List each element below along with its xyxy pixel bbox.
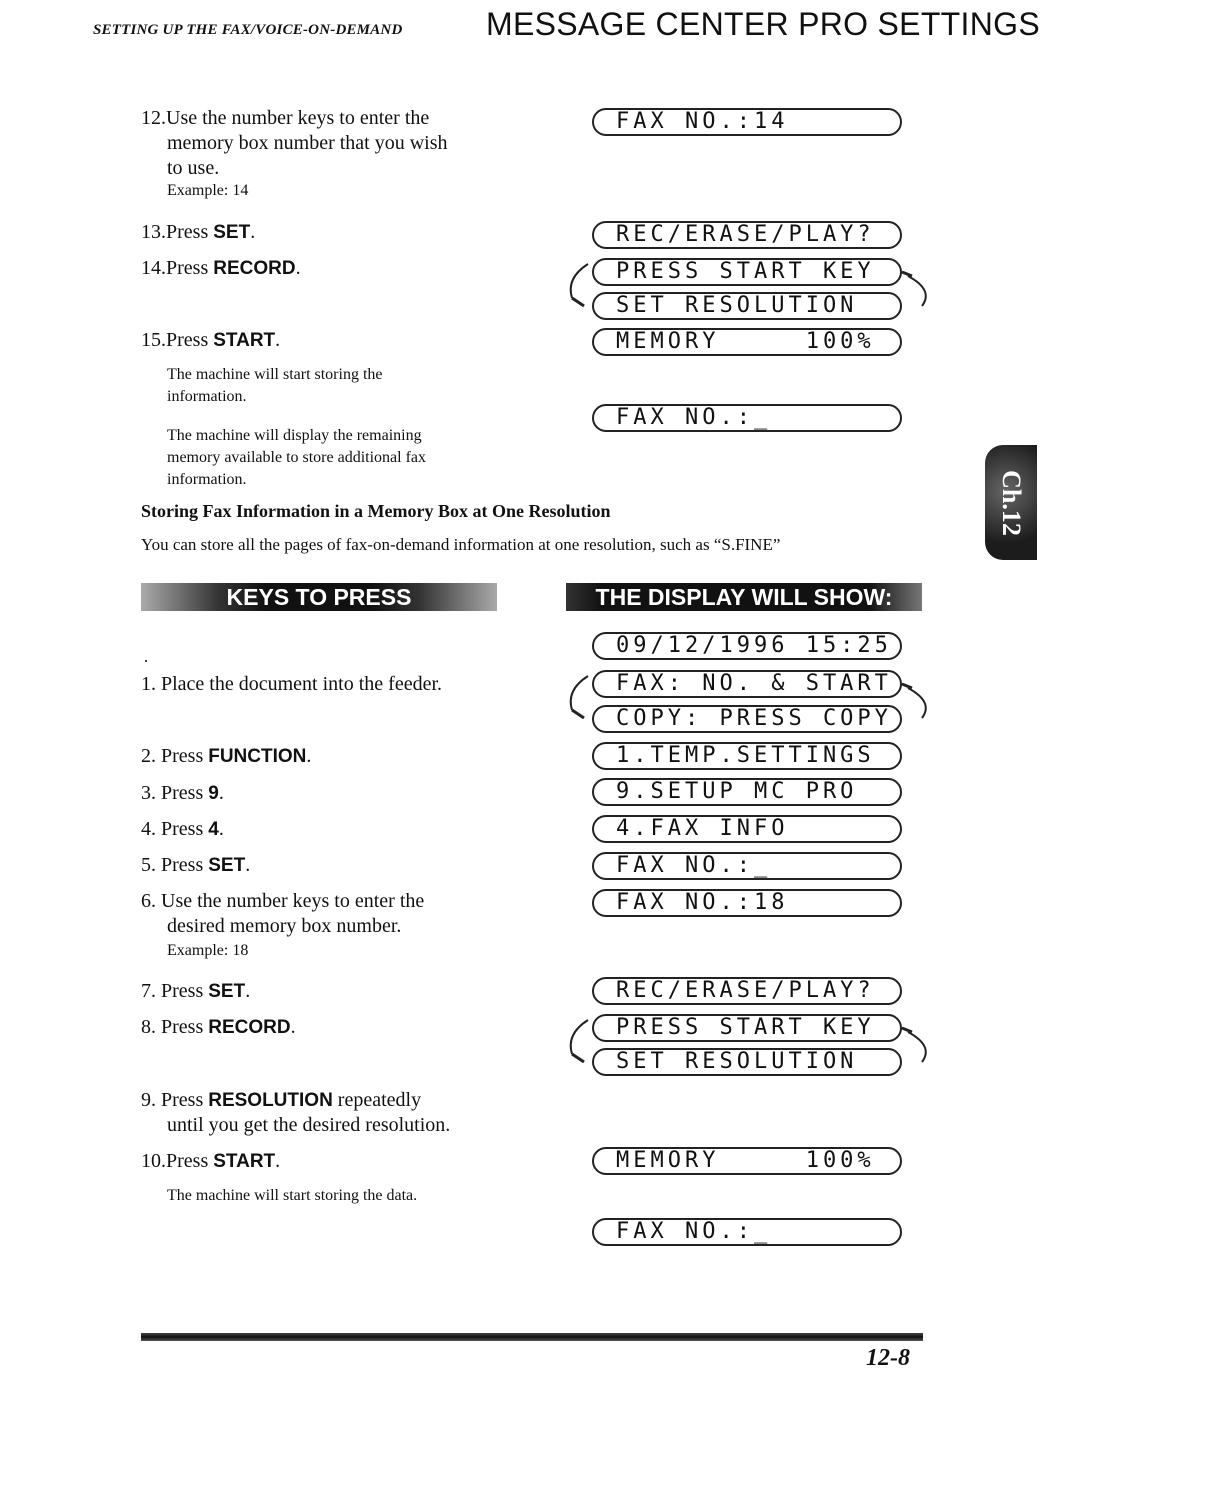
- step-text: Place the document into the feeder.: [161, 673, 443, 695]
- step-number: 4.: [141, 818, 156, 840]
- lcd-display: 4.FAX INFO: [592, 815, 902, 843]
- step-example: Example: 14: [167, 182, 249, 199]
- step-15: [141, 328, 280, 353]
- step-number: 14.: [141, 257, 166, 279]
- key-name: RECORD: [213, 258, 296, 279]
- key-name: START: [213, 1151, 276, 1172]
- lcd-display: FAX NO.:_: [592, 404, 902, 432]
- footer-rule: [141, 1333, 923, 1341]
- display-will-show-bar: THE DISPLAY WILL SHOW:: [566, 583, 922, 611]
- step-punct: .: [275, 329, 281, 351]
- step-number: 1.: [141, 673, 156, 695]
- step-5: [141, 853, 250, 878]
- key-name: SET: [208, 981, 246, 1002]
- key-name: SET: [208, 855, 246, 876]
- step-text: Press: [161, 1016, 209, 1038]
- step-7: [141, 979, 250, 1004]
- lcd-display: 9.SETUP MC PRO: [592, 778, 902, 806]
- step-text: Press: [161, 745, 209, 767]
- note-line: memory available to store additional fax: [167, 449, 427, 466]
- step-number: 5.: [141, 854, 156, 876]
- step-text: Press: [161, 980, 209, 1002]
- step-9: [141, 1088, 450, 1138]
- step-13: [141, 220, 255, 245]
- step-number: 8.: [141, 1016, 156, 1038]
- page-number: 12-8: [866, 1345, 910, 1371]
- lcd-display: PRESS START KEY: [592, 258, 902, 286]
- key-name: RECORD: [208, 1017, 291, 1038]
- step-number: 3.: [141, 782, 156, 804]
- step-text: Press: [161, 782, 209, 804]
- chapter-tab: [985, 445, 1037, 560]
- step-3: [141, 781, 224, 806]
- lcd-display: 09/12/1996 15:25: [592, 632, 902, 660]
- step-text: Press: [166, 257, 214, 279]
- lcd-display: 1.TEMP.SETTINGS: [592, 742, 902, 770]
- step-number: 12.: [141, 107, 166, 129]
- chapter-label: Ch.12: [997, 469, 1026, 536]
- lcd-display: FAX NO.:18: [592, 889, 902, 917]
- step-punct: .: [245, 980, 251, 1002]
- step-text: Press: [166, 1150, 214, 1172]
- key-name: RESOLUTION: [208, 1090, 333, 1111]
- step-punct: .: [245, 854, 251, 876]
- key-name: FUNCTION: [208, 746, 307, 767]
- step-14: [141, 256, 301, 281]
- section-header: SETTING UP THE FAX/VOICE-ON-DEMAND: [93, 22, 403, 38]
- lcd-display: REC/ERASE/PLAY?: [592, 977, 902, 1005]
- step-text: Press: [161, 854, 209, 876]
- step-punct: .: [295, 257, 301, 279]
- step-example: Example: 18: [167, 942, 249, 959]
- step-number: 9.: [141, 1089, 156, 1111]
- step-text: Press: [161, 1089, 209, 1111]
- step-text: Press: [161, 818, 209, 840]
- step-8: [141, 1015, 296, 1040]
- step-text-line2: desired memory box number.: [167, 915, 402, 937]
- section-heading: Storing Fax Information in a Memory Box at One Resolution: [141, 501, 611, 521]
- lcd-display: REC/ERASE/PLAY?: [592, 221, 902, 249]
- key-name: 4: [208, 819, 219, 840]
- step-punct: .: [218, 782, 224, 804]
- step-text: Use the number keys to enter the: [166, 107, 430, 129]
- lcd-display: SET RESOLUTION: [592, 292, 902, 320]
- step-number: 10.: [141, 1150, 166, 1172]
- step-text-tail: repeatedly: [332, 1089, 422, 1111]
- section-text: You can store all the pages of fax-on-demand information at one resolution, such as “S.FINE”: [141, 535, 781, 554]
- step-2: [141, 744, 311, 769]
- lcd-display: FAX: NO. & START: [592, 670, 902, 698]
- step-number: 7.: [141, 980, 156, 1002]
- step-1: [141, 672, 442, 697]
- lcd-display: SET RESOLUTION: [592, 1048, 902, 1076]
- note-line: The machine will display the remaining: [167, 427, 422, 444]
- step-text-line2: until you get the desired resolution.: [167, 1114, 451, 1136]
- lcd-display: PRESS START KEY: [592, 1014, 902, 1042]
- key-name: SET: [213, 222, 251, 243]
- step-12: [141, 106, 448, 181]
- step-4: [141, 817, 224, 842]
- step-punct: .: [250, 221, 256, 243]
- step-punct: .: [306, 745, 312, 767]
- lcd-display: MEMORY 100%: [592, 328, 902, 356]
- note-line: information.: [167, 388, 247, 405]
- step-number: 2.: [141, 745, 156, 767]
- step-text-line3: to use.: [167, 157, 220, 179]
- lcd-display: COPY: PRESS COPY: [592, 705, 902, 733]
- step-text: Use the number keys to enter the: [161, 890, 425, 912]
- step-text: Press: [166, 329, 214, 351]
- lcd-display: FAX NO.:_: [592, 1218, 902, 1246]
- step-text: Press: [166, 221, 214, 243]
- step-number: 15.: [141, 329, 166, 351]
- step-10: [141, 1149, 280, 1174]
- step-text-line2: memory box number that you wish: [167, 132, 448, 154]
- step-punct: .: [290, 1016, 296, 1038]
- lcd-display: MEMORY 100%: [592, 1147, 902, 1175]
- note-storing: [167, 364, 497, 408]
- note-storing-data: The machine will start storing the data.: [167, 1187, 418, 1204]
- lcd-display: FAX NO.:14: [592, 108, 902, 136]
- step-number: 13.: [141, 221, 166, 243]
- lcd-display: FAX NO.:_: [592, 852, 902, 880]
- page-title: MESSAGE CENTER PRO SETTINGS: [486, 6, 1040, 42]
- step-punct: .: [275, 1150, 281, 1172]
- step-punct: .: [218, 818, 224, 840]
- step-number: 6.: [141, 890, 156, 912]
- keys-to-press-bar: KEYS TO PRESS: [141, 583, 497, 611]
- note-line: The machine will start storing the: [167, 366, 383, 383]
- step-6: [141, 889, 424, 939]
- stray-mark: [145, 660, 147, 662]
- key-name: START: [213, 330, 276, 351]
- key-name: 9: [208, 783, 219, 804]
- note-memory: [167, 425, 497, 491]
- note-line: information.: [167, 471, 247, 488]
